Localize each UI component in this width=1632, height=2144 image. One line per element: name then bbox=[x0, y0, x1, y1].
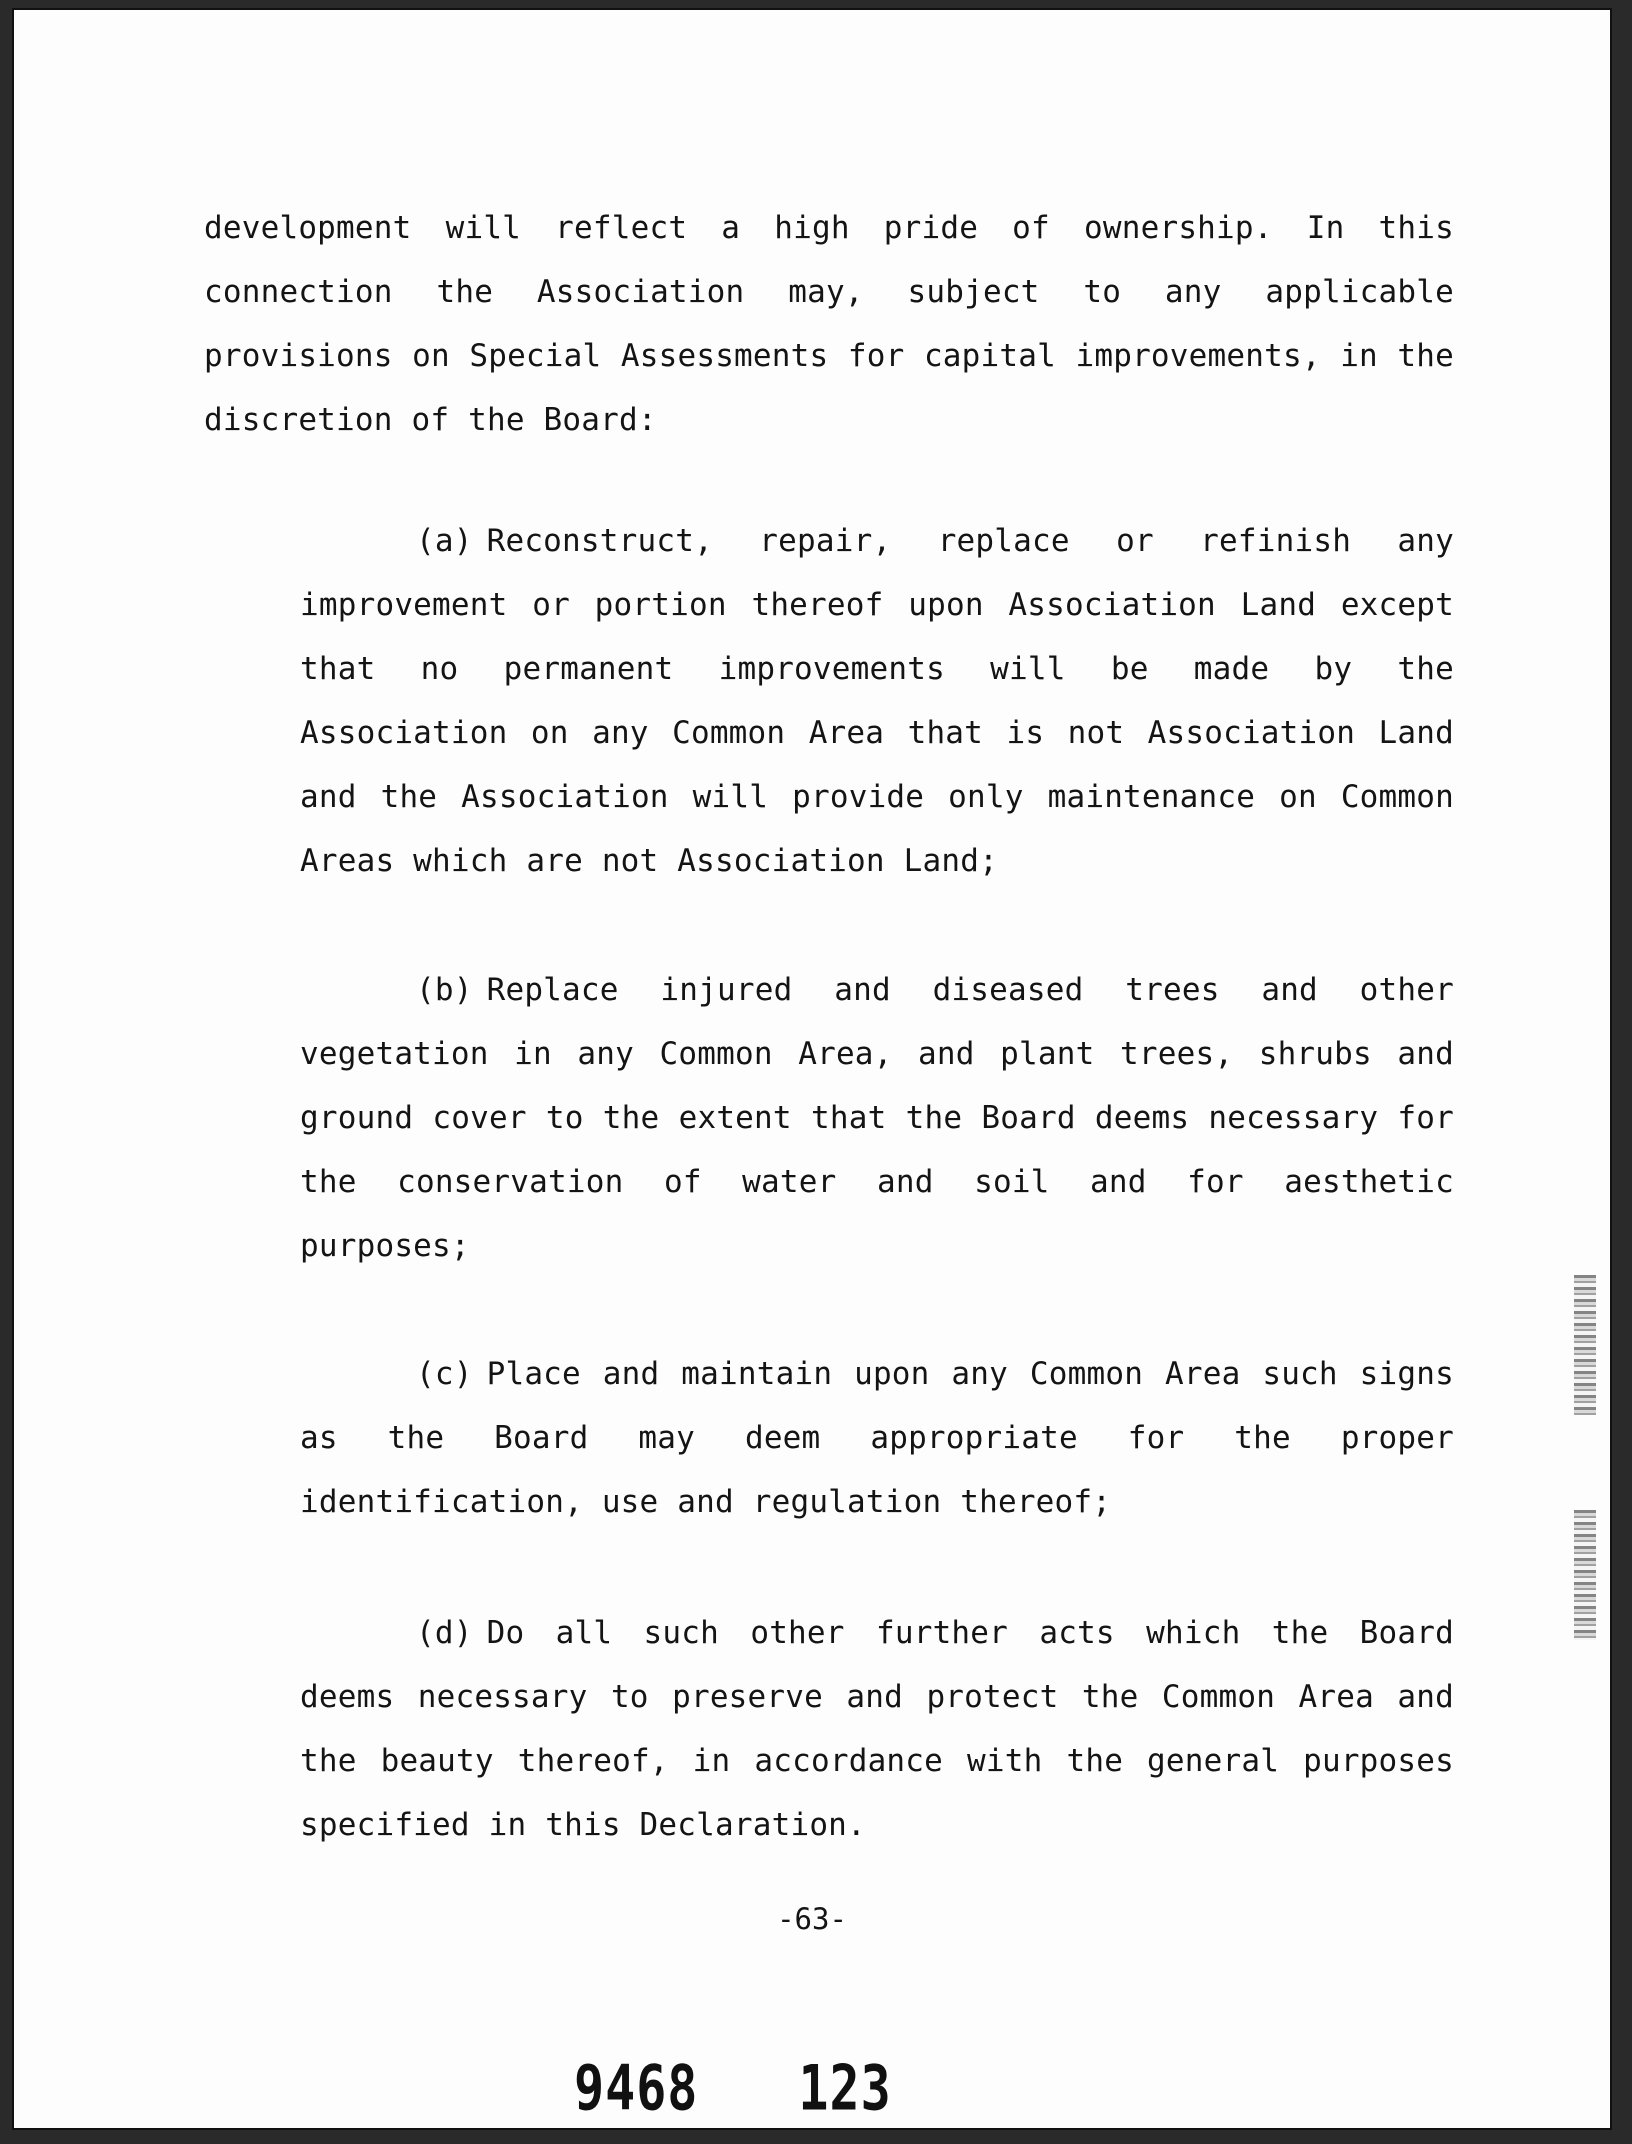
item-c-paragraph bbox=[300, 1342, 1454, 1534]
item-d-text: Do all such other further acts which the Board deems necessary to preserve and protect the Common Area and the beauty thereof, in accordance with the general purposes specified in this Declaration. bbox=[300, 1615, 1454, 1843]
item-c-label: (c) bbox=[416, 1356, 473, 1392]
item-d-label: (d) bbox=[416, 1615, 473, 1651]
document-stamp bbox=[574, 2052, 892, 2125]
item-b-paragraph bbox=[300, 958, 1454, 1278]
scan-edge-artifact bbox=[1574, 1275, 1596, 1415]
item-b-label: (b) bbox=[416, 972, 473, 1008]
item-a-label: (a) bbox=[416, 523, 473, 559]
item-a-text: Reconstruct, repair, replace or refinish any improvement or portion thereof upon Association Land except that no permanent improvements will be made by the Association on any Common Area that is not Association Land and the Association will provide only maintenance on Common Areas which are not Association Land; bbox=[300, 523, 1454, 879]
scan-edge-artifact bbox=[1574, 1510, 1596, 1640]
item-a-paragraph bbox=[300, 509, 1454, 893]
stamp-right-number: 123 bbox=[798, 2052, 892, 2125]
intro-paragraph: development will reflect a high pride of ownership. In this connection the Association may, subject to any applicable provisions on Special Assessments for capital improvements, in the discretion of the Board: bbox=[204, 210, 1454, 438]
item-b-text: Replace injured and diseased trees and other vegetation in any Common Area, and plant trees, shrubs and ground cover to the extent that the Board deems necessary for the conservation of water and soil and for aesthetic purposes; bbox=[300, 972, 1454, 1264]
item-d-paragraph bbox=[300, 1601, 1454, 1857]
item-c-text: Place and maintain upon any Common Area such signs as the Board may deem appropriate for the proper identification, use and regulation thereof; bbox=[300, 1356, 1454, 1520]
stamp-left-number: 9468 bbox=[574, 2052, 699, 2125]
page-number: -63- bbox=[777, 1902, 847, 1936]
document-page bbox=[14, 10, 1610, 2128]
